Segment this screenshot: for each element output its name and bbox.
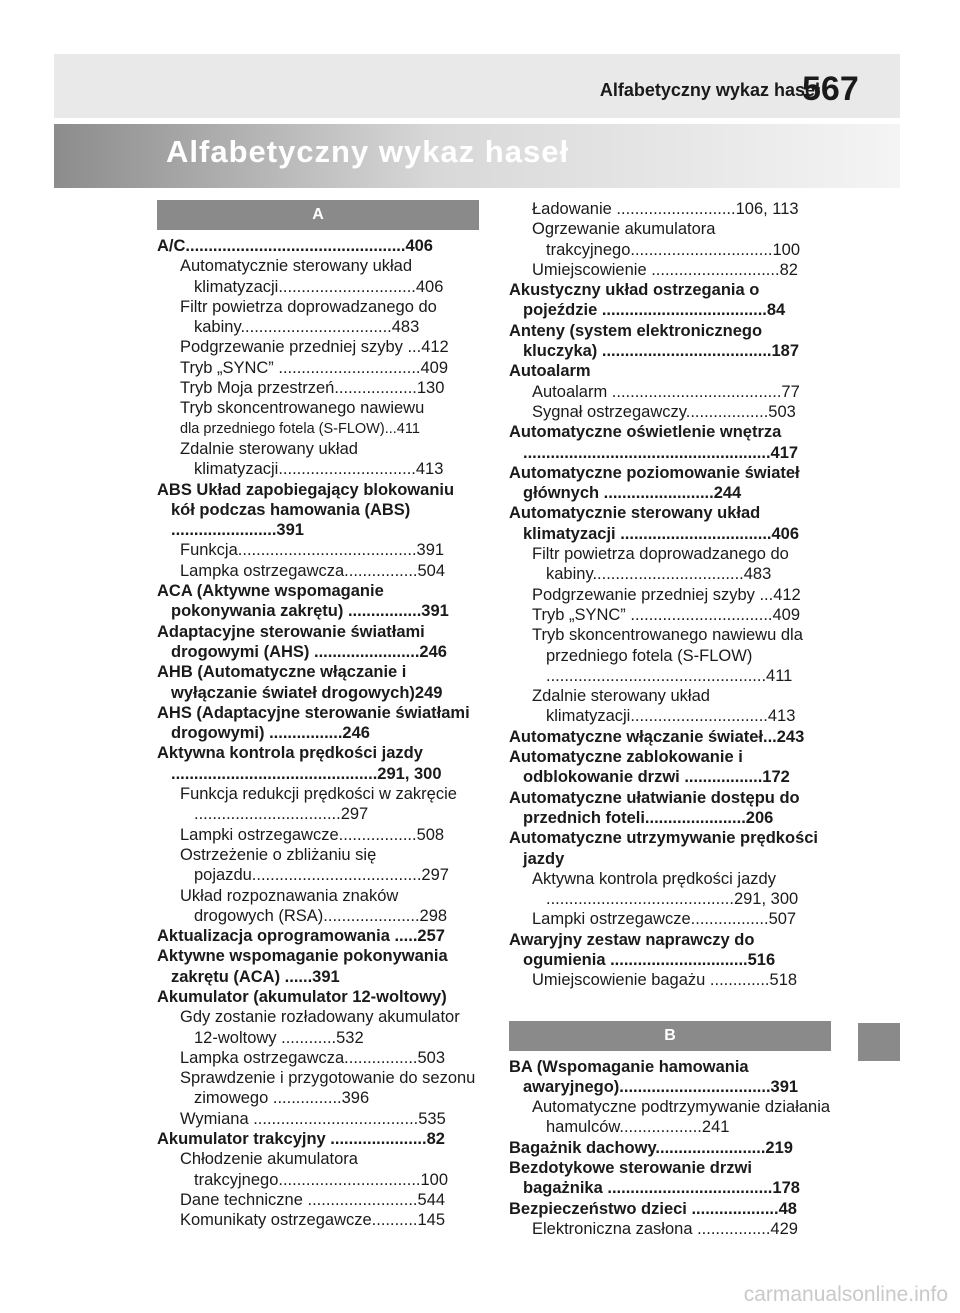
index-subentry: Autoalarm .....................................77 (532, 382, 800, 401)
index-entry: Automatyczne oświetlenie wnętrza ......................................................417 (509, 423, 799, 462)
index-subentry: Tryb Moja przestrzeń..................130 (180, 379, 445, 398)
section-heading-a: A (157, 200, 479, 230)
index-entry: Autoalarm (509, 362, 591, 381)
index-subentry: Ogrzewanie akumulatora trakcyjnego...............................100 (532, 220, 801, 259)
index-subentry: Elektroniczna zasłona ................429 (532, 1219, 798, 1238)
index-entry-list (509, 199, 831, 991)
index-subentry: Ostrzeżenie o zbliżaniu się pojazdu.....................................297 (180, 845, 449, 885)
index-entry: ABS Układ zapobiegający blokowaniu kół podczas hamowania (ABS) .......................391 (157, 480, 455, 540)
index-entry: Awaryjny zestaw naprawczy do ogumienia ..............................516 (509, 930, 776, 969)
chapter-title: Alfabetyczny wykaz haseł (166, 134, 570, 169)
index-subentry: Tryb „SYNC” ...............................409 (180, 358, 449, 377)
index-entry-list (157, 236, 479, 1231)
index-subentry: Zdalnie sterowany układ klimatyzacji..............................413 (180, 439, 444, 479)
index-subentry: Funkcja.......................................391 (180, 541, 445, 560)
index-entry: Automatyczne zablokowanie i odblokowanie drzwi .................172 (509, 748, 790, 787)
index-subentry: Filtr powietrza doprowadzanego do kabiny.................................483 (532, 545, 789, 584)
index-entry: Akumulator trakcyjny .....................82 (157, 1130, 445, 1149)
chapter-thumb-tab (858, 1023, 900, 1061)
index-subentry: Tryb skoncentrowanego nawiewu (180, 399, 425, 418)
running-header: Alfabetyczny wykaz haseł (599, 80, 820, 100)
index-entry: Aktualizacja oprogramowania .....257 (157, 927, 445, 946)
index-subentry: Filtr powietrza doprowadzanego do kabiny.................................483 (180, 297, 437, 337)
index-subentry: Zdalnie sterowany układ klimatyzacji..............................413 (532, 687, 796, 726)
index-entry: Automatycznie sterowany układ klimatyzacji .................................406 (509, 504, 800, 543)
index-entry: Automatyczne poziomowanie świateł głównych ........................244 (509, 463, 800, 503)
page-number: 567 (802, 70, 859, 108)
index-entry: Akustyczny układ ostrzegania o pojeździe ....................................84 (509, 281, 786, 320)
index-subentry: Chłodzenie akumulatora trakcyjnego...............................100 (180, 1150, 449, 1189)
index-entry: Akumulator (akumulator 12-woltowy) (157, 987, 447, 1006)
index-subentry: Tryb „SYNC” ...............................409 (532, 605, 801, 624)
index-subentry: Wymiana ....................................535 (180, 1109, 446, 1128)
index-entry: AHS (Adaptacyjne sterowanie światłami drogowymi) ................246 (157, 703, 470, 743)
index-subentry: Aktywna kontrola prędkości jazdy .........................................291, 300 (532, 869, 799, 909)
index-subentry: Układ rozpoznawania znaków drogowych (RSA).....................298 (180, 886, 448, 925)
index-subentry: Ładowanie ..........................106, 113 (532, 200, 799, 218)
index-subentry: Automatycznie sterowany układ klimatyzacji..............................406 (180, 257, 444, 296)
index-entry: AHB (Automatyczne włączanie i wyłączanie świateł drogowych)249 (157, 663, 443, 702)
index-subentry: Komunikaty ostrzegawcze..........145 (180, 1211, 446, 1230)
index-entry: Bezdotykowe sterowanie drzwi bagażnika ....................................178 (509, 1159, 800, 1198)
index-entry: Anteny (system elektronicznego kluczyka) .....................................187 (509, 321, 800, 361)
watermark-url: carmanualsonline.info (743, 1283, 948, 1306)
index-entry: Automatyczne włączanie świateł...243 (509, 727, 805, 746)
index-subentry: Podgrzewanie przedniej szyby ...412 (532, 585, 801, 604)
index-entry: Adaptacyjne sterowanie światłami drogowymi (AHS) .......................246 (157, 622, 447, 661)
index-subentry: Lampka ostrzegawcza................504 (180, 561, 446, 580)
index-subentry: Lampka ostrzegawcza................503 (180, 1048, 446, 1067)
index-subentry: Funkcja redukcji prędkości w zakręcie ................................297 (180, 785, 457, 824)
index-subentry: Automatyczne podtrzymywanie działania hamulców..................241 (532, 1098, 831, 1137)
index-column-right (509, 199, 831, 1239)
section-gap (509, 991, 831, 1021)
index-entry: Bagażnik dachowy........................219 (509, 1138, 793, 1157)
index-entry: Automatyczne utrzymywanie prędkości jazdy (509, 829, 819, 868)
index-subentry: Sygnał ostrzegawczy..................503 (532, 402, 796, 421)
index-entry: A/C................................................406 (157, 237, 433, 255)
index-subentry: Podgrzewanie przedniej szyby ...412 (180, 338, 449, 357)
section-heading-b: B (509, 1021, 831, 1051)
index-subentry: Tryb skoncentrowanego nawiewu dla przedniego fotela (S-FLOW) ................................................411 (532, 626, 803, 685)
index-column-left (157, 200, 479, 1231)
index-subentry: Lampki ostrzegawcze.................507 (532, 910, 797, 929)
index-entry-list (509, 1057, 831, 1240)
index-subentry: Gdy zostanie rozładowany akumulator 12-woltowy ............532 (180, 1008, 460, 1047)
index-entry: BA (Wspomaganie hamowania awaryjnego).................................391 (509, 1057, 799, 1096)
index-subentry: Lampki ostrzegawcze.................508 (180, 825, 445, 844)
index-entry: ACA (Aktywne wspomaganie pokonywania zakrętu) ................391 (157, 582, 449, 621)
index-subentry: Sprawdzenie i przygotowanie do sezonu zimowego ...............396 (180, 1069, 476, 1108)
index-entry: Automatyczne ułatwianie dostępu do przednich foteli......................206 (509, 788, 800, 827)
index-entry: Aktywna kontrola prędkości jazdy .............................................291, 300 (157, 744, 442, 783)
index-subentry: Umiejscowienie ............................82 (532, 260, 798, 279)
index-entry: Bezpieczeństwo dzieci ...................48 (509, 1199, 797, 1218)
index-entry: Aktywne wspomaganie pokonywania zakrętu (ACA) ......391 (157, 947, 448, 986)
index-subentry: dla przedniego fotela (S-FLOW)...411 (180, 420, 420, 437)
index-subentry: Dane techniczne ........................544 (180, 1190, 446, 1209)
index-subentry: Umiejscowienie bagażu .............518 (532, 971, 798, 990)
